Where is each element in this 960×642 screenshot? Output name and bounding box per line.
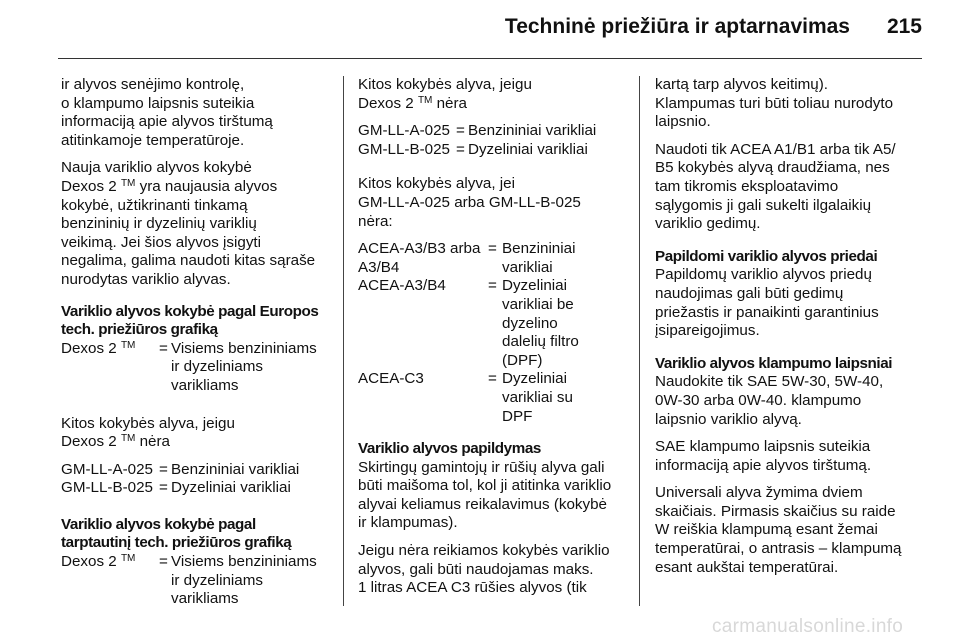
paragraph: Naudoti tik ACEA A1/B1 arba tik A5/ B5 kokybės alyvą draudžiama, nes tam tikromis eksploatavimo sąlygomis ji gali sukelti ilgalaikių variklio gedimų. (655, 140, 896, 233)
trademark-sup: TM (120, 177, 136, 189)
paragraph: ir alyvos senėjimo kontrolę, o klampumo laipsnis suteikia informaciją apie alyvos tirštumą atitinkamoje temperatūroje. (61, 76, 273, 149)
spec-key: GM-LL-B-025 (358, 140, 451, 158)
spec-eq: = (159, 479, 168, 497)
spec-row (61, 340, 331, 396)
paragraph (61, 159, 331, 289)
spec-value: Visiems benzininiams ir dyzeliniams varikliams (171, 553, 317, 608)
spec-row (61, 553, 331, 609)
trademark-sup: TM (120, 553, 136, 565)
paragraph (358, 76, 630, 113)
spec-value: Dyzeliniai varikliai (468, 140, 588, 158)
spec-eq: = (488, 277, 497, 295)
text: Nauja variklio alyvos kokybė Dexos 2 (61, 159, 252, 195)
text: Dexos 2 (61, 553, 121, 571)
spec-value: Visiems benzininiams ir dyzeliniams varikliams (171, 339, 317, 394)
section-heading: Variklio alyvos kokybė pagal tarptautinį tech. priežiūros grafiką (61, 515, 292, 552)
spec-value: Benzininiai varikliai (171, 460, 300, 478)
spec-eq: = (456, 122, 465, 140)
spec-key: GM-LL-A-025 (358, 122, 451, 140)
spec-key (61, 340, 159, 396)
paragraph: Skirtingų gamintojų ir rūšių alyva gali būti maišoma tol, kol ji atitinka variklio alyvai keliamus reikalavimus (kokybė ir klampumas). (358, 458, 612, 532)
spec-value: Dyzeliniai varikliai (171, 479, 291, 497)
section-heading: Variklio alyvos papildymas (358, 440, 541, 458)
spec-value: Benzininiai varikliai (502, 240, 576, 276)
column-divider-1 (343, 76, 344, 606)
spec-row (358, 277, 630, 370)
trademark-sup: TM (120, 433, 136, 445)
spec-row (61, 461, 331, 480)
spec-row (358, 141, 630, 160)
paragraph (61, 415, 331, 452)
paragraph: Naudokite tik SAE 5W-30, 5W-40, 0W-30 arba 0W-40. klampumo laipsnio variklio alyvą. (655, 373, 884, 428)
column-divider-2 (639, 76, 640, 606)
spec-row (358, 370, 630, 426)
text: nėra (432, 94, 468, 112)
spec-eq: = (159, 553, 168, 571)
paragraph: SAE klampumo laipsnis suteikia informaciją apie alyvos tirštumą. (655, 438, 872, 474)
column-1 (61, 76, 331, 609)
paragraph: Jeigu nėra reikiamos kokybės variklio alyvos, gali būti naudojamas maks. 1 litras ACEA C3 rūšies alyvos (tik (358, 542, 610, 597)
page-number: 215 (886, 15, 922, 38)
paragraph: Kitos kokybės alyva, jei GM-LL-A-025 arba GM-LL-B-025 nėra: (358, 175, 581, 230)
spec-key: ACEA-A3/B3 arba A3/B4 (358, 240, 481, 276)
column-2 (358, 76, 630, 607)
spec-key (61, 553, 159, 609)
paragraph: Papildomų variklio alyvos priedų naudojimas gali būti gedimų priežastis ir panaikinti garantinius įsipareigojimus. (655, 266, 879, 340)
spec-eq: = (488, 240, 497, 258)
spec-row (358, 122, 630, 141)
paragraph: kartą tarp alyvos keitimų). Klampumas turi būti toliau nurodyto laipsnio. (655, 76, 894, 131)
section-heading: Papildomi variklio alyvos priedai (655, 247, 878, 265)
text: yra naujausia alyvos kokybė, užtikrinanti tinkamą benzininių ir dyzelinių variklių veikimą. Jei šios alyvos įsigyti negalima, galima naudoti kitas sąraše nurodytas variklio alyvas. (61, 177, 316, 288)
text: Dexos 2 (61, 339, 121, 357)
trademark-sup: TM (417, 94, 433, 106)
paragraph: Universali alyva žymima dviem skaičiais. Pirmasis skaičius su raide W reiškia klampumą esant žemai temperatūrai, o antrasis – klampumą esant aukštai temperatūrai. (655, 484, 902, 576)
spec-value: Dyzeliniai varikliai be dyzelino dalelių filtro (DPF) (502, 277, 579, 369)
spec-row (358, 240, 630, 277)
trademark-sup: TM (120, 339, 136, 351)
spec-eq: = (159, 460, 168, 478)
spec-key: GM-LL-A-025 (61, 460, 154, 478)
spec-eq: = (159, 339, 168, 357)
spec-key: ACEA-C3 (358, 370, 424, 388)
section-heading: Variklio alyvos kokybė pagal Europos tech. priežiūros grafiką (61, 302, 319, 339)
spec-key: ACEA-A3/B4 (358, 277, 446, 295)
section-heading: Variklio alyvos klampumo laipsniai (655, 354, 893, 372)
spec-key: GM-LL-B-025 (61, 479, 154, 497)
text: nėra (135, 433, 171, 451)
text: Kitos kokybės alyva, jeigu Dexos 2 (61, 414, 235, 451)
spec-eq: = (488, 370, 497, 388)
spec-value: Dyzeliniai varikliai su DPF (502, 370, 573, 425)
page-header (0, 0, 960, 60)
header-title: Techninė priežiūra ir aptarnavimas (504, 15, 850, 38)
text: Kitos kokybės alyva, jeigu Dexos 2 (358, 76, 532, 112)
header-rule (58, 58, 922, 59)
watermark: carmanualsonline.info (712, 616, 904, 637)
column-3 (655, 76, 925, 586)
spec-row (61, 479, 331, 498)
spec-value: Benzininiai varikliai (468, 122, 597, 140)
spec-eq: = (456, 140, 465, 158)
